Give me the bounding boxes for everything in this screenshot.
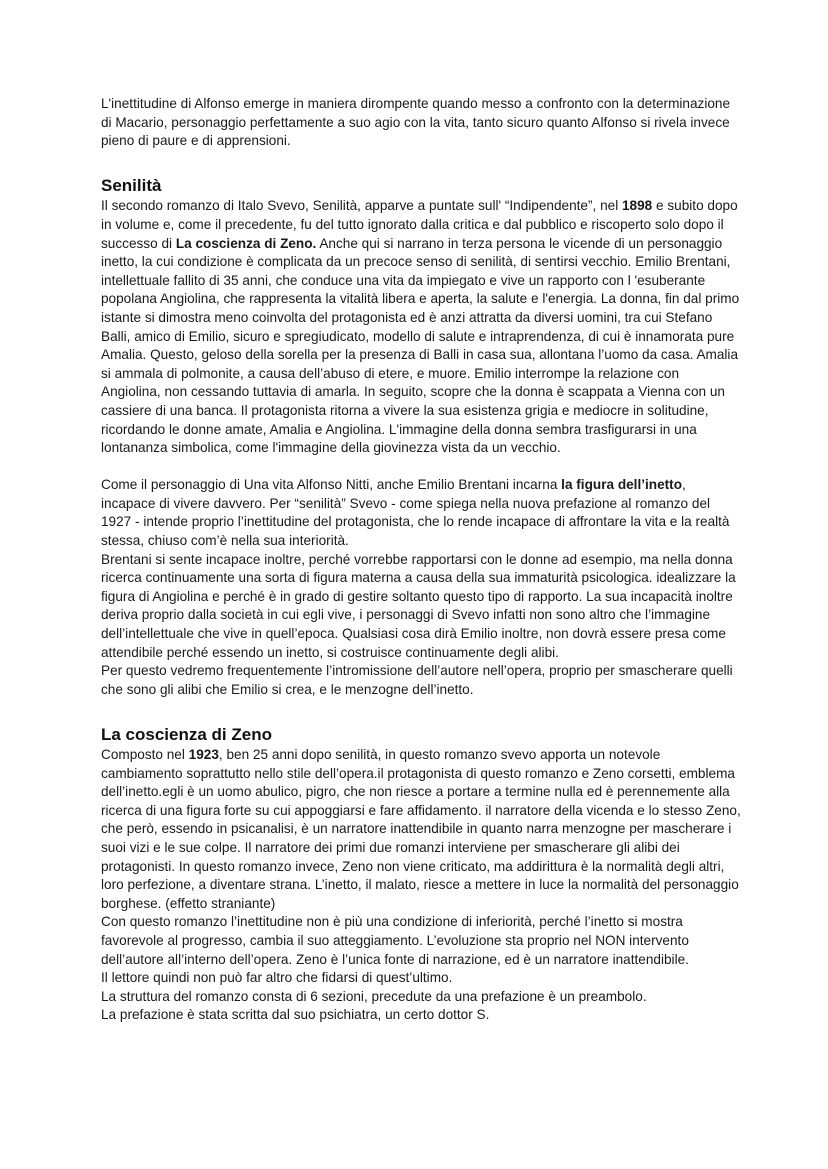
text-run: Il secondo romanzo di Italo Svevo, Senilità, apparve a puntate sull' “Indipendente”, nel bbox=[101, 198, 622, 214]
section-heading-zeno: La coscienza di Zeno bbox=[101, 725, 272, 744]
text-run: , ben 25 anni dopo senilità, in questo romanzo svevo apporta un notevole cambiamento soprattutto nello stile dell’opera.il protagonista di questo romanzo e Zeno corsetti, emblema dell’inetto.egli è un uomo abulico, pigro, che non riesce a portare a termine nulla ed è perennemente alla ricerca di una figura forte su cui appoggiarsi e fare affidamento. il narratore della vicenda e lo stesso Zeno, che però, essendo in psicanalisi, è un narratore inattendibile in quanto narra menzogne per mascherare i suoi vizi e le sue colpe. Il narratore dei primi due romanzi interviene per smascherare gli alibi dei protagonisti. In questo romanzo invece, Zeno non viene criticato, ma addirittura è la normalità degli altri, loro perfezione, a diventare strana. L’inetto, il malato, riesce a mettere in luce la normalità del personaggio borghese. (effetto straniante) bbox=[101, 747, 741, 911]
zeno-paragraph-5: La prefazione è stata scritta dal suo psichiatra, un certo dottor S. bbox=[101, 1007, 490, 1023]
text-run: Come il personaggio di Una vita Alfonso Nitti, anche Emilio Brentani incarna bbox=[101, 477, 562, 493]
text-run: , incapace di vivere davvero. Per “senilità” Svevo - come spiega nella nuova prefazione al romanzo del 1927 - intende proprio l’inettitudine del protagonista, che lo rende incapace di affrontare la vita e la realtà stessa, chiuso com’è nella sua interiorità. bbox=[101, 477, 730, 549]
senilita-paragraph-4: Per questo vedremo frequentemente l’intromissione dell’autore nell’opera, proprio per smascherare quelli che sono gli alibi che Emilio si crea, e le menzogne dell’inetto. bbox=[101, 663, 733, 697]
spacer bbox=[101, 699, 741, 718]
bold-year: 1898 bbox=[622, 198, 653, 214]
bold-year: 1923 bbox=[188, 747, 219, 762]
text-run: e subito dopo in volume e, come il precedente, fu del tutto ignorato dalla critica e dal pubblico e riscoperto solo dopo il successo di bbox=[101, 198, 738, 251]
intro-paragraph: L'inettitudine di Alfonso emerge in maniera dirompente quando messo a confronto con la determinazione di Macario, personaggio perfettamente a suo agio con la vita, tanto sicuro quanto Alfonso si rivela invece pieno di paure e di apprensioni. bbox=[101, 96, 731, 149]
document-page bbox=[101, 95, 741, 1025]
section-heading-senilita: Senilità bbox=[101, 176, 162, 196]
spacer bbox=[101, 151, 741, 170]
text-run: Composto nel bbox=[101, 747, 189, 762]
zeno-paragraph-1 bbox=[101, 746, 741, 913]
senilita-paragraph-2 bbox=[101, 476, 741, 550]
zeno-paragraph-3: Il lettore quindi non può far altro che fidarsi di quest’ultimo. bbox=[101, 970, 453, 986]
zeno-paragraph-4: La struttura del romanzo consta di 6 sezioni, precedute da una prefazione è un preambolo. bbox=[101, 988, 647, 1004]
spacer bbox=[101, 458, 741, 477]
bold-title: La coscienza di Zeno. bbox=[175, 235, 317, 251]
zeno-paragraph-2: Con questo romanzo l’inettitudine non è più una condizione di inferiorità, perché l’inetto si mostra favorevole al progresso, cambia il suo atteggiamento. L’evoluzione sta proprio nel NON intervento dell’autore all’interno dell’opera. Zeno è l’unica fonte di narrazione, ed è un narratore inattendibile. bbox=[101, 914, 689, 967]
text-run: Anche qui si narrano in terza persona le vicende di un personaggio inetto, la cui condizione è complicata da un precoce senso di senilità, di sentirsi vecchio. Emilio Brentani, intellettuale fallito di 35 anni, che conduce una vita da impiegato e vive un rapporto con l 'esuberante popolana Angiolina, che rappresenta la vitalità libera e aperta, la salute e l'energia. La donna, fin dal primo istante si dimostra meno coinvolta del protagonista ed è anzi attratta da diversi uomini, tra cui Stefano Balli, amico di Emilio, sicuro e spregiudicato, modello di salute e intraprendenza, di cui è innamorata pure Amalia. Questo, geloso della sorella per la presenza di Balli in casa sua, allontana l’uomo da casa. Amalia si ammala di polmonite, a causa dell’abuso di etere, e muore. Emilio interrompe la relazione con Angiolina, non cessando tuttavia di amarla. In seguito, scopre che la donna è scappata a Vienna con un cassiere di una banca. Il protagonista ritorna a vivere la sua esistenza grigia e mediocre in solitudine, ricordando le donne amate, Amalia e Angiolina. L'immagine della donna sembra trasfigurarsi in una lontananza simbolica, come l'immagine della giovinezza vista da un vecchio. bbox=[101, 235, 740, 456]
senilita-paragraph-3: Brentani si sente incapace inoltre, perché vorrebbe rapportarsi con le donne ad esempio, ma nella donna ricerca continuamente una sorta di figura materna a causa della sua immaturità psicologica. idealizzare la figura di Angiolina e perché è in grado di gestire soltanto questo tipo di rapporto. La sua incapacità inoltre deriva proprio dalla società in cui egli vive, i personaggi di Svevo infatti non sono altro che l’immagine dell’intellettuale che vive in quell’epoca. Qualsiasi cosa dirà Emilio inoltre, non dovrà essere presa come attendibile perché essendo un inetto, si costruisce continuamente degli alibi. bbox=[101, 551, 736, 660]
bold-phrase: la figura dell’inetto bbox=[561, 477, 683, 493]
senilita-paragraph-1 bbox=[101, 197, 741, 457]
